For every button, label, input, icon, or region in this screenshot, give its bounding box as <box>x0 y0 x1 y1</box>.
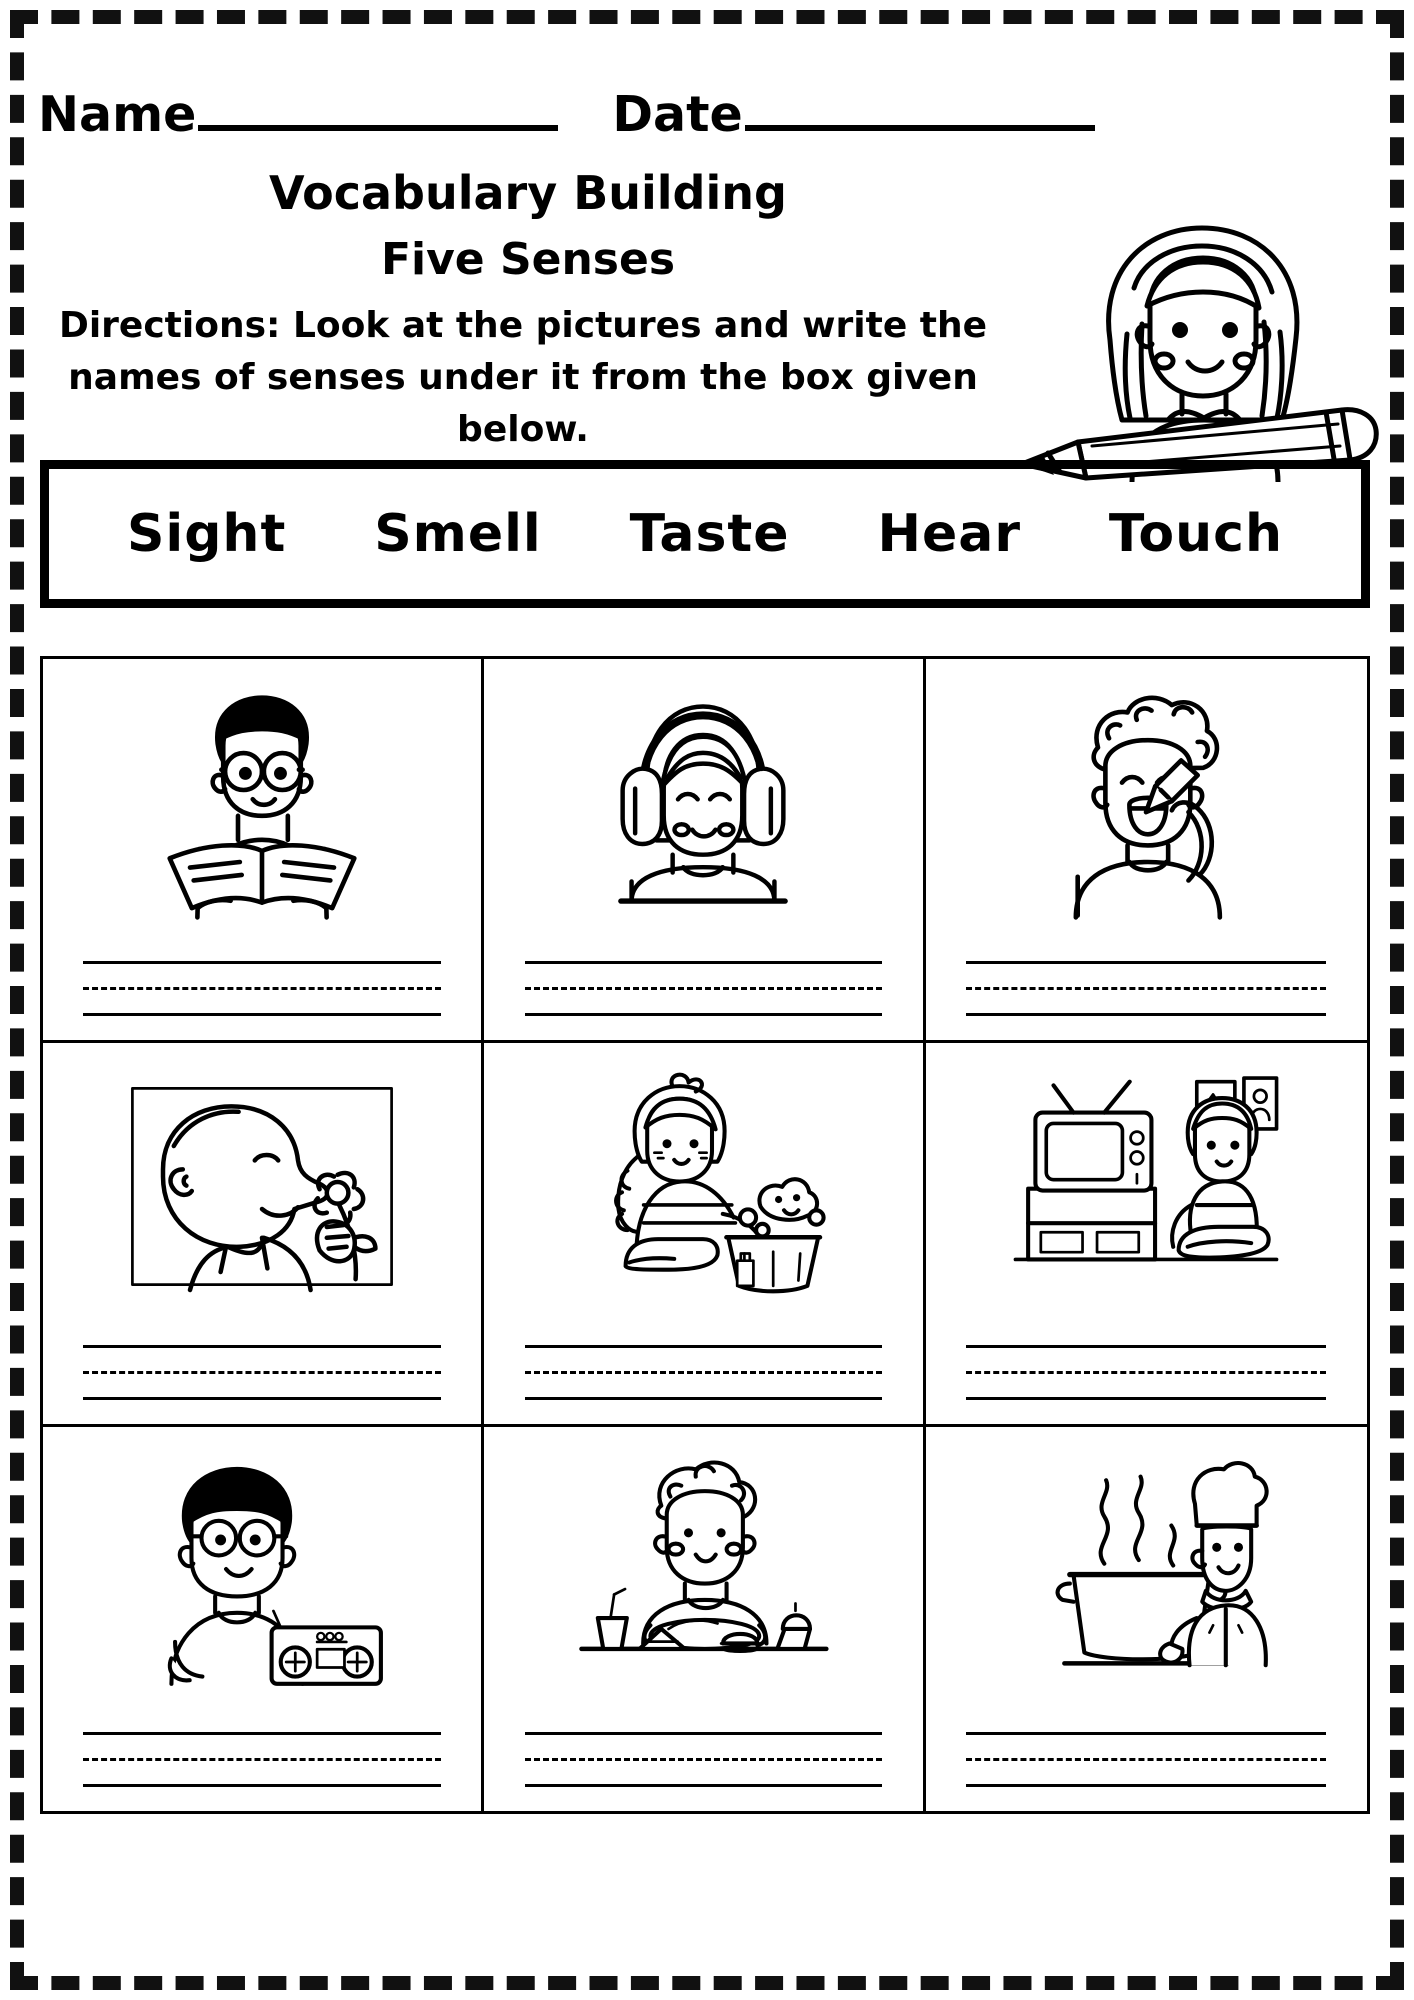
word-bank-item-touch[interactable]: Touch <box>1108 504 1283 564</box>
answer-lines-3[interactable] <box>966 960 1326 1016</box>
girl-holding-pencil-illustration <box>982 214 1382 482</box>
boy-watching-television-icon <box>942 1057 1351 1315</box>
grid-cell-7[interactable] <box>43 1427 484 1811</box>
answer-lines-9[interactable] <box>966 1731 1326 1787</box>
grid-cell-5[interactable] <box>484 1043 925 1427</box>
boy-with-radio-icon <box>59 1441 465 1699</box>
grid-cell-1[interactable] <box>43 659 484 1043</box>
answer-lines-7[interactable] <box>83 1731 441 1787</box>
word-bank-item-taste[interactable]: Taste <box>629 504 790 564</box>
word-bank <box>40 460 1370 608</box>
grid-cell-3[interactable] <box>926 659 1367 1043</box>
worksheet-sheet <box>38 38 1376 1962</box>
grid-cell-6[interactable] <box>926 1043 1367 1427</box>
answer-lines-4[interactable] <box>83 1344 441 1400</box>
boy-eating-food-icon <box>500 1441 906 1699</box>
answer-lines-1[interactable] <box>83 960 441 1016</box>
name-label: Name <box>38 86 197 143</box>
grid-cell-2[interactable] <box>484 659 925 1043</box>
girl-washing-puppy-icon <box>500 1057 906 1315</box>
chef-cooking-pot-icon <box>942 1441 1351 1699</box>
name-write-line[interactable] <box>198 125 558 131</box>
page-subtitle: Five Senses <box>380 234 676 285</box>
grid-cell-9[interactable] <box>926 1427 1367 1811</box>
man-smelling-flower-icon <box>59 1057 465 1315</box>
word-bank-item-hear[interactable]: Hear <box>877 504 1021 564</box>
date-label: Date <box>612 86 743 143</box>
grid-cell-8[interactable] <box>484 1427 925 1811</box>
word-bank-item-smell[interactable]: Smell <box>374 504 542 564</box>
girl-wearing-headphones-icon <box>500 673 906 931</box>
directions-text: Directions: Look at the pictures and write the names of senses under it from the box given below. <box>58 305 988 451</box>
boy-brushing-teeth-icon <box>942 673 1351 931</box>
page-title: Vocabulary Building <box>269 166 787 220</box>
word-bank-item-sight[interactable]: Sight <box>126 504 287 564</box>
date-write-line[interactable] <box>745 125 1095 131</box>
answer-lines-6[interactable] <box>966 1344 1326 1400</box>
grid-cell-4[interactable] <box>43 1043 484 1427</box>
name-date-row <box>38 86 1376 143</box>
answer-lines-5[interactable] <box>525 1344 883 1400</box>
answer-lines-8[interactable] <box>525 1731 883 1787</box>
boy-reading-book-icon <box>59 673 465 931</box>
answer-lines-2[interactable] <box>525 960 883 1016</box>
picture-grid <box>40 656 1370 1814</box>
